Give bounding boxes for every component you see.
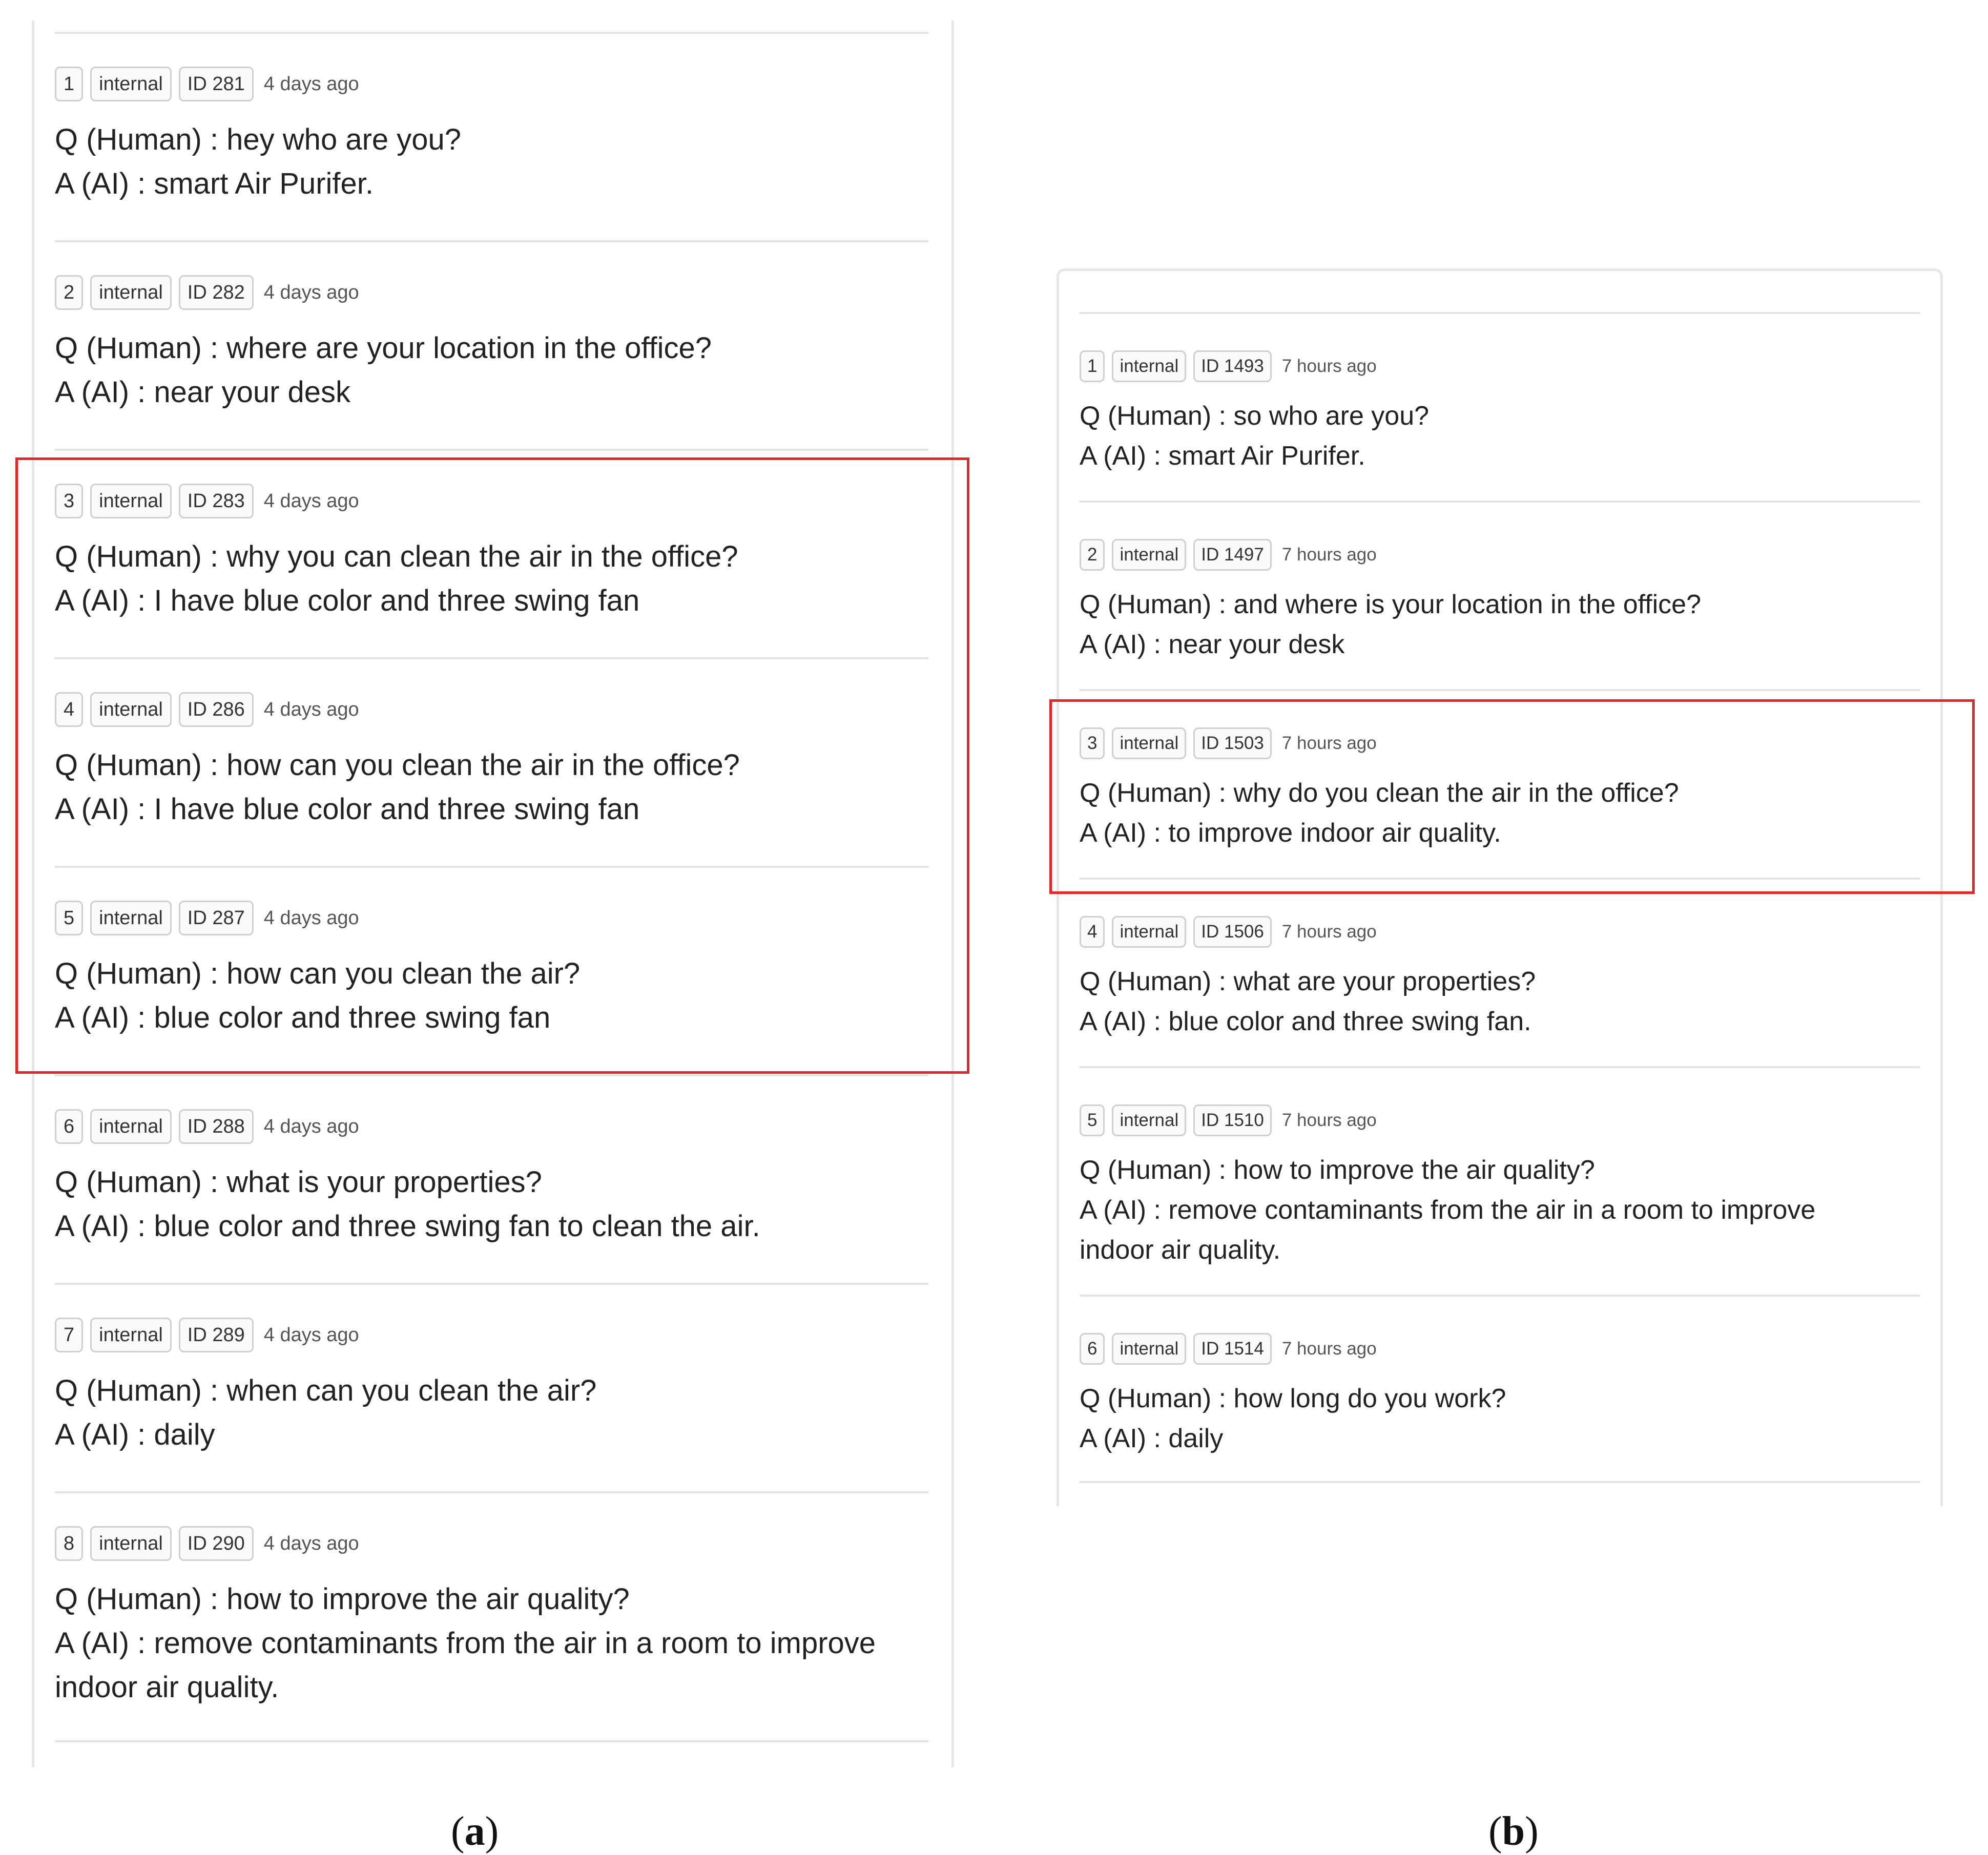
entry-timestamp: 4 days ago (263, 698, 359, 720)
entry-timestamp: 4 days ago (263, 907, 359, 929)
entry-id-badge: ID 290 (179, 1526, 254, 1561)
log-entry (55, 1074, 928, 1283)
entry-timestamp: 4 days ago (263, 490, 359, 512)
entry-timestamp: 4 days ago (263, 73, 359, 95)
answer-text: A (AI) : near your desk (55, 376, 351, 409)
entry-number-badge: 1 (1080, 350, 1105, 382)
entry-timestamp: 7 hours ago (1281, 545, 1377, 565)
entry-meta (55, 1108, 928, 1145)
entry-timestamp: 4 days ago (263, 1532, 359, 1554)
entry-number-badge: 4 (55, 692, 83, 727)
entry-meta (55, 274, 928, 311)
entry-timestamp: 4 days ago (263, 1115, 359, 1137)
entry-meta (1080, 1102, 1920, 1139)
log-entry (1080, 501, 1920, 689)
answer-text: A (AI) : I have blue color and three swing fan (55, 793, 640, 826)
question-text: Q (Human) : where are your location in the office? (55, 331, 712, 365)
entry-id-badge: ID 289 (179, 1318, 254, 1352)
answer-text: A (AI) : smart Air Purifer. (55, 167, 374, 200)
entry-number-badge: 1 (55, 67, 83, 101)
entry-number-badge: 6 (55, 1109, 83, 1144)
question-text: Q (Human) : when can you clean the air? (55, 1374, 597, 1407)
entry-meta (1080, 913, 1920, 950)
entry-tag-badge: internal (90, 275, 172, 310)
question-text: Q (Human) : what is your properties? (55, 1165, 542, 1199)
entry-id-badge: ID 287 (179, 901, 254, 935)
entry-tag-badge: internal (90, 67, 172, 101)
entry-id-badge: ID 1514 (1193, 1333, 1272, 1365)
entry-meta (1080, 348, 1920, 385)
log-entry (55, 1491, 928, 1742)
question-text: Q (Human) : why you can clean the air in the office? (55, 540, 738, 573)
log-list-b (1080, 312, 1920, 1483)
entry-tag-badge: internal (1112, 539, 1186, 571)
entry-meta (55, 1317, 928, 1353)
question-text: Q (Human) : why do you clean the air in the office? (1080, 778, 1679, 808)
entry-number-badge: 4 (1080, 916, 1105, 948)
entry-tag-badge: internal (90, 1526, 172, 1561)
log-entry (1080, 1066, 1920, 1295)
log-entry (55, 240, 928, 449)
panel-b-caption: (b) (1488, 1809, 1539, 1854)
log-entry (1080, 878, 1920, 1066)
entry-timestamp: 7 hours ago (1281, 733, 1377, 753)
answer-text-continued: indoor air quality. (1080, 1235, 1281, 1265)
answer-text: A (AI) : remove contaminants from the air in a room to improve (1080, 1195, 1816, 1225)
entry-number-badge: 2 (55, 275, 83, 310)
question-text: Q (Human) : how can you clean the air in the office? (55, 748, 740, 782)
log-entry (1080, 1295, 1920, 1483)
entry-number-badge: 7 (55, 1318, 83, 1352)
entry-meta (1080, 1330, 1920, 1367)
entry-id-badge: ID 1493 (1193, 350, 1272, 382)
entry-timestamp: 7 hours ago (1281, 1339, 1377, 1359)
entry-meta (1080, 536, 1920, 573)
entry-id-badge: ID 1510 (1193, 1104, 1272, 1136)
entry-id-badge: ID 1503 (1193, 727, 1272, 759)
entry-timestamp: 4 days ago (263, 281, 359, 303)
entry-id-badge: ID 282 (179, 275, 254, 310)
entry-tag-badge: internal (90, 1109, 172, 1144)
answer-text: A (AI) : blue color and three swing fan. (1080, 1007, 1531, 1036)
entry-number-badge: 3 (1080, 727, 1105, 759)
answer-text: A (AI) : blue color and three swing fan (55, 1001, 551, 1034)
entry-tag-badge: internal (1112, 916, 1186, 948)
entry-id-badge: ID 1497 (1193, 539, 1272, 571)
question-text: Q (Human) : so who are you? (1080, 401, 1430, 431)
answer-text: A (AI) : daily (55, 1418, 215, 1451)
entry-id-badge: ID 281 (179, 67, 254, 101)
entry-number-badge: 5 (55, 901, 83, 935)
question-text: Q (Human) : and where is your location in the office? (1080, 590, 1701, 619)
answer-text: A (AI) : smart Air Purifer. (1080, 441, 1365, 471)
question-text: Q (Human) : how to improve the air quality? (1080, 1155, 1595, 1185)
question-text: Q (Human) : how to improve the air quality? (55, 1582, 630, 1616)
answer-text: A (AI) : blue color and three swing fan to clean the air. (55, 1210, 760, 1243)
answer-text-continued: indoor air quality. (55, 1671, 279, 1704)
entry-tag-badge: internal (90, 901, 172, 935)
question-text: Q (Human) : hey who are you? (55, 123, 462, 156)
entry-tag-badge: internal (90, 484, 172, 518)
entry-id-badge: ID 286 (179, 692, 254, 727)
question-text: Q (Human) : how long do you work? (1080, 1384, 1506, 1413)
highlight-box-b (1049, 699, 1975, 894)
log-entry (1080, 312, 1920, 501)
log-entry (55, 1283, 928, 1491)
answer-text: A (AI) : to improve indoor air quality. (1080, 818, 1501, 848)
entry-number-badge: 6 (1080, 1333, 1105, 1365)
question-text: Q (Human) : how can you clean the air? (55, 957, 581, 990)
question-text: Q (Human) : what are your properties? (1080, 967, 1536, 996)
entry-tag-badge: internal (90, 692, 172, 727)
entry-timestamp: 7 hours ago (1281, 922, 1377, 942)
entry-timestamp: 7 hours ago (1281, 1110, 1377, 1130)
entry-number-badge: 3 (55, 484, 83, 518)
entry-tag-badge: internal (1112, 1104, 1186, 1136)
entry-id-badge: ID 1506 (1193, 916, 1272, 948)
highlight-box-a (15, 457, 969, 1074)
entry-timestamp: 7 hours ago (1281, 356, 1377, 376)
entry-number-badge: 5 (1080, 1104, 1105, 1136)
answer-text: A (AI) : I have blue color and three swing fan (55, 584, 640, 617)
entry-tag-badge: internal (1112, 350, 1186, 382)
log-entry (55, 32, 928, 240)
answer-text: A (AI) : near your desk (1080, 630, 1345, 659)
entry-meta (55, 1525, 928, 1562)
panel-a-caption: (a) (451, 1809, 499, 1854)
entry-tag-badge: internal (90, 1318, 172, 1352)
panel-b-caption-letter: b (1502, 1809, 1525, 1854)
panel-a-caption-letter: a (464, 1809, 485, 1854)
entry-id-badge: ID 288 (179, 1109, 254, 1144)
entry-timestamp: 4 days ago (263, 1324, 359, 1346)
entry-tag-badge: internal (1112, 1333, 1186, 1365)
entry-id-badge: ID 283 (179, 484, 254, 518)
entry-meta (55, 66, 928, 102)
entry-number-badge: 8 (55, 1526, 83, 1561)
answer-text: A (AI) : daily (1080, 1424, 1224, 1453)
entry-tag-badge: internal (1112, 727, 1186, 759)
entry-number-badge: 2 (1080, 539, 1105, 571)
answer-text: A (AI) : remove contaminants from the air in a room to improve (55, 1627, 876, 1660)
